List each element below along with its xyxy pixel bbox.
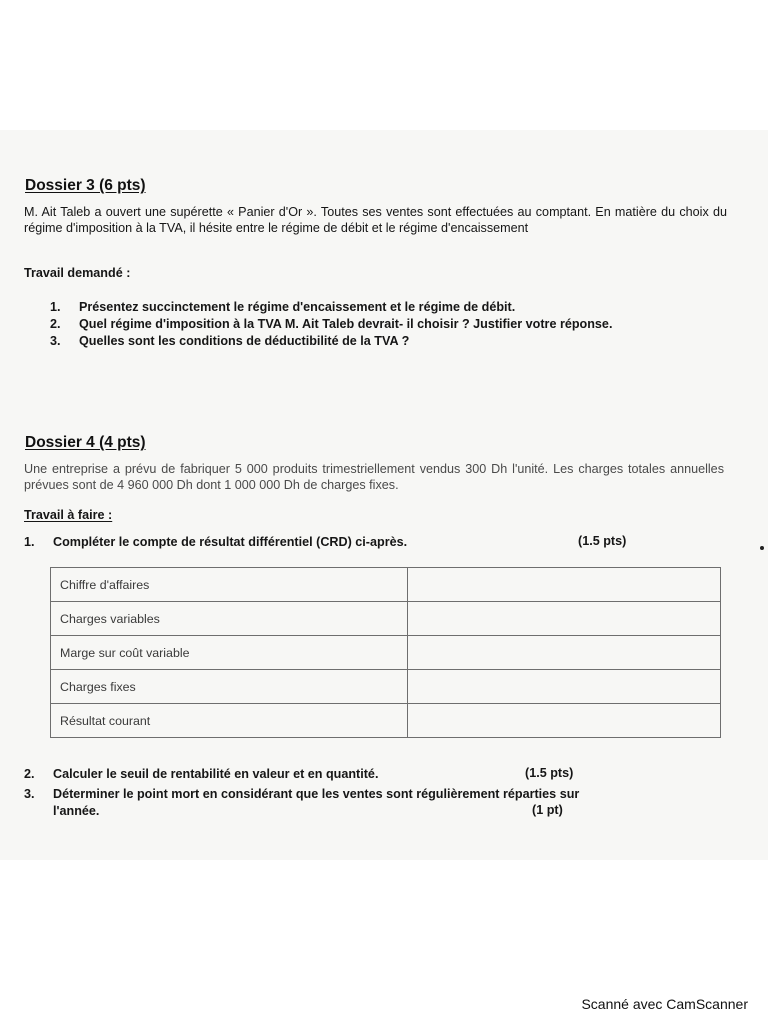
- dossier-3-question-2: [50, 316, 612, 333]
- question-number: 2.: [24, 767, 35, 781]
- row-value: [408, 568, 721, 602]
- dossier-4-question-3: [24, 786, 579, 803]
- row-value: [408, 670, 721, 704]
- question-text: Compléter le compte de résultat différentiel (CRD) ci-après.: [53, 535, 408, 549]
- dossier-3-paragraph: M. Ait Taleb a ouvert une supérette « Panier d'Or ». Toutes ses ventes sont effectuées au comptant. En matière du choix du régime d'imposition à la TVA, il hésite entre le régime de débit et le régime d'encaissement: [24, 205, 727, 235]
- question-text: Quel régime d'imposition à la TVA M. Ait Taleb devrait- il choisir ? Justifier votre réponse.: [79, 317, 613, 331]
- camscanner-footer: Scanné avec CamScanner: [581, 996, 748, 1012]
- dossier-4-question-1: [24, 534, 407, 551]
- dossier-3-question-1: [50, 299, 612, 316]
- dossier-3-travail-label: Travail demandé :: [24, 266, 131, 280]
- dossier-4-travail-label: Travail à faire :: [24, 508, 113, 522]
- row-value: [408, 704, 721, 738]
- table-row: [51, 602, 721, 636]
- question-text: Déterminer le point mort en considérant que les ventes sont régulièrement réparties sur: [53, 787, 580, 801]
- question-number: 1.: [50, 300, 61, 314]
- dossier-3-question-list: [50, 299, 612, 350]
- dossier-4-question-2: [24, 766, 378, 783]
- row-label: Charges fixes: [51, 670, 408, 704]
- dossier-4-paragraph: Une entreprise a prévu de fabriquer 5 000 produits trimestriellement vendus 300 Dh l'unité. Les charges totales annuelles prévues sont de 4 960 000 Dh dont 1 000 000 Dh de charges fixes.: [24, 462, 724, 492]
- scan-speck: [760, 546, 764, 550]
- row-label: Résultat courant: [51, 704, 408, 738]
- question-number: 3.: [24, 787, 35, 801]
- table-row: [51, 704, 721, 738]
- table-row: [51, 636, 721, 670]
- row-value: [408, 602, 721, 636]
- dossier-4-heading: Dossier 4 (4 pts): [25, 434, 146, 451]
- row-value: [408, 636, 721, 670]
- crd-table: [50, 567, 721, 738]
- dossier-3-heading: Dossier 3 (6 pts): [25, 177, 146, 194]
- dossier-4-question-3-continued: l'année.: [53, 804, 100, 818]
- row-label: Chiffre d'affaires: [51, 568, 408, 602]
- question-number: 2.: [50, 317, 61, 331]
- dossier-4-question-1-points: (1.5 pts): [578, 534, 627, 548]
- table-row: [51, 670, 721, 704]
- question-text: Calculer le seuil de rentabilité en valeur et en quantité.: [53, 767, 379, 781]
- dossier-4-question-2-points: (1.5 pts): [525, 766, 574, 780]
- question-number: 3.: [50, 334, 61, 348]
- question-text: Quelles sont les conditions de déductibilité de la TVA ?: [79, 334, 410, 348]
- table-row: [51, 568, 721, 602]
- scanned-page: [0, 130, 768, 860]
- dossier-3-question-3: [50, 333, 612, 350]
- question-number: 1.: [24, 535, 35, 549]
- row-label: Marge sur coût variable: [51, 636, 408, 670]
- dossier-4-question-3-points: (1 pt): [532, 803, 563, 817]
- question-text: Présentez succinctement le régime d'encaissement et le régime de débit.: [79, 300, 516, 314]
- row-label: Charges variables: [51, 602, 408, 636]
